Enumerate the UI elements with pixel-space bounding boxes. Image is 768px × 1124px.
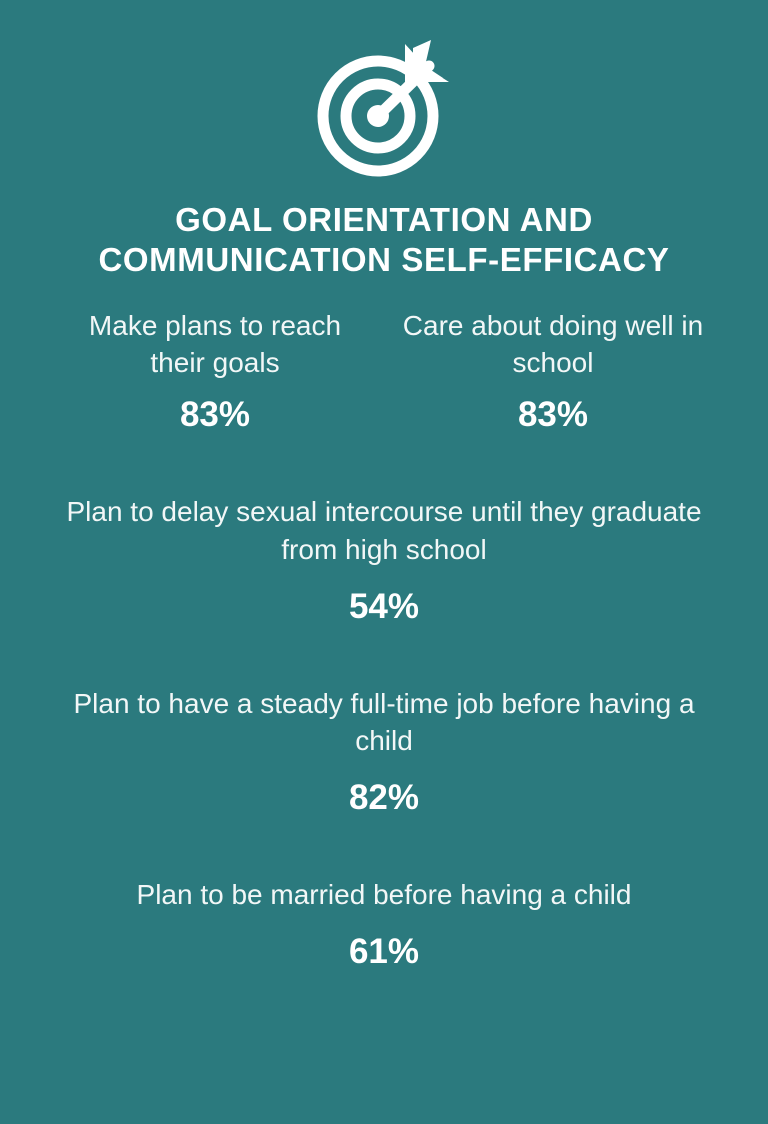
stat-value: 54%	[348, 586, 420, 626]
stats-list	[34, 307, 734, 972]
stat-row-top	[34, 307, 734, 435]
stat-item	[54, 493, 714, 627]
stat-item	[60, 307, 370, 435]
stat-value: 83%	[517, 394, 589, 434]
stat-item	[54, 876, 714, 972]
stat-label: Care about doing well in school	[402, 309, 704, 378]
stat-label: Plan to delay sexual intercourse until they graduate from high school	[66, 495, 702, 565]
stat-value: 82%	[348, 778, 420, 818]
stat-value: 83%	[179, 394, 251, 434]
page-title: GOAL ORIENTATION AND COMMUNICATION SELF-EFFICACY	[98, 201, 670, 279]
stat-label: Make plans to reach their goals	[88, 309, 342, 378]
stat-item	[398, 307, 708, 435]
stat-item	[54, 685, 714, 819]
stat-value: 61%	[348, 931, 420, 971]
stat-label: Plan to have a steady full-time job before having a child	[73, 687, 695, 757]
target-arrow-icon	[304, 34, 464, 184]
stat-label: Plan to be married before having a child	[136, 879, 632, 911]
